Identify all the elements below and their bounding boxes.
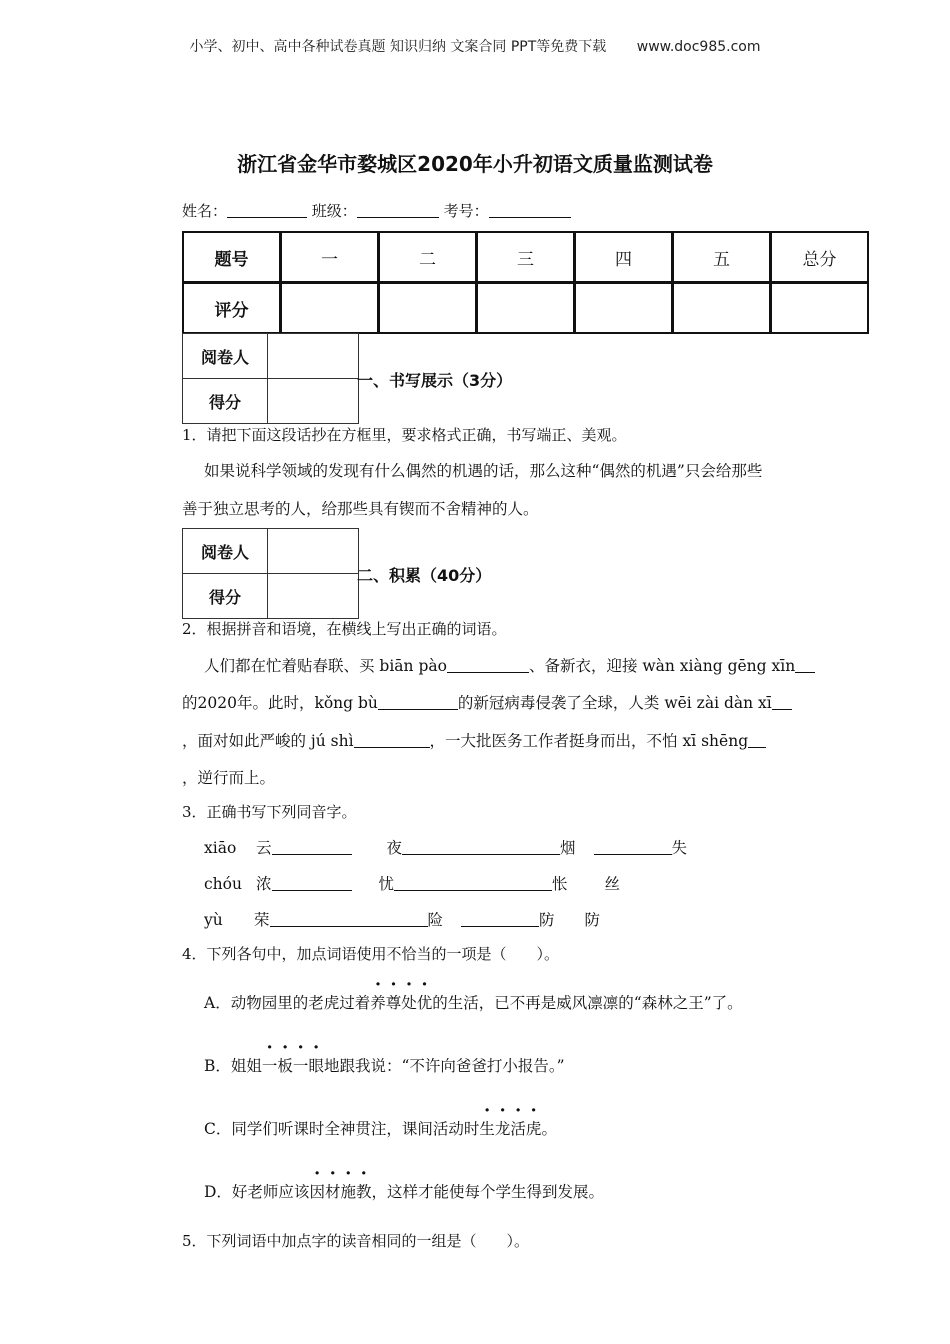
score-table: [182, 231, 869, 334]
char: 丝: [604, 875, 621, 893]
option-a[interactable]: [204, 991, 743, 1013]
exam-title: 浙江省金华市婺城区2020年小升初语文质量监测试卷: [237, 152, 713, 176]
answer-blank: [272, 875, 352, 891]
homophone-row-chou: [204, 872, 620, 894]
passage-line-1: 如果说科学领域的发现有什么偶然的机遇的话，那么这种“偶然的机遇”只会给那些: [204, 462, 763, 480]
answer-blank: [354, 732, 430, 748]
score-table-header-row: [183, 232, 869, 283]
score-cell: 四: [575, 232, 673, 283]
dotted-term: [262, 1054, 324, 1076]
student-info: [182, 200, 571, 221]
dotted-term: [479, 1117, 541, 1139]
answer-blank: [748, 732, 766, 748]
option-text: B．姐姐: [204, 1057, 262, 1075]
passage-line-2: 善于独立思考的人，给那些具有锲而不舍精神的人。: [182, 500, 539, 518]
question-2: 2．根据拼音和语境，在横线上写出正确的词语。: [182, 620, 507, 638]
answer-blank: [378, 694, 458, 710]
score-input-cell: [477, 283, 575, 334]
char: 云: [256, 839, 272, 857]
pinyin: chóu: [204, 875, 242, 893]
name-blank: [227, 203, 307, 218]
option-text: C．同学们听课时全神贯注，课间活动时: [204, 1120, 480, 1138]
dotted-text: 一板一眼: [261, 1057, 324, 1075]
reviewer-label: 阅卷人: [183, 529, 268, 574]
question-4: 4．下列各句中，加点词语使用不恰当的一项是（ ）。: [182, 945, 560, 963]
score-input-cell: [771, 283, 869, 334]
name-label: 姓名：: [182, 202, 228, 220]
score-cell: 三: [477, 232, 575, 283]
page-header: [0, 36, 950, 56]
score-input-cell: [673, 283, 771, 334]
q2-text: 的2020年。此时，kǒng bù: [182, 694, 378, 712]
answer-blank: [394, 875, 552, 891]
q2-line-3: [182, 729, 766, 751]
option-text: 的生活，已不再是威风凛凛的“森林之王”了。: [432, 994, 743, 1012]
score-input-cell: [281, 283, 379, 334]
dotted-text: 因材施教: [309, 1183, 372, 1201]
homophone-row-yu: [204, 908, 600, 930]
header-text: 小学、初中、高中各种试卷真题 知识归纳 文案合同 PPT等免费下载: [189, 39, 607, 55]
homophone-row-xiao: [204, 836, 687, 858]
score-cell: [268, 574, 359, 619]
char: 烟: [560, 839, 576, 857]
option-text: 。: [541, 1120, 557, 1138]
grader-table-2: [182, 528, 359, 619]
score-cell: 总分: [771, 232, 869, 283]
pinyin: xiāo: [204, 839, 237, 857]
score-cell: 五: [673, 232, 771, 283]
q2-text: ，一大批医务工作者挺身而出，不怕 xī shēng: [429, 732, 749, 750]
option-text: D．好老师应该: [204, 1183, 310, 1201]
dotted-term: [309, 1180, 371, 1202]
reviewer-label: 阅卷人: [183, 334, 268, 379]
answer-blank: [270, 911, 428, 927]
score-label: 得分: [183, 379, 268, 424]
char: 防: [539, 911, 555, 929]
char: 怅: [552, 875, 568, 893]
score-row-label: 评分: [183, 283, 281, 334]
question-3: 3．正确书写下列同音字。: [182, 803, 357, 821]
q2-line-4: ，逆行而上。: [182, 769, 276, 787]
question-5: 5．下列词语中加点字的读音相同的一组是（ ）。: [182, 1232, 530, 1250]
dotted-term: [370, 991, 432, 1013]
dotted-text: 生龙活虎: [479, 1120, 542, 1138]
q2-text: 的新冠病毒侵袭了全球，人类 wēi zài dàn xī: [457, 694, 772, 712]
char: 浓: [256, 875, 272, 893]
option-text: 地跟我说：“不许向爸爸打小报告。”: [323, 1057, 565, 1075]
option-text: A．动物园里的老虎过着: [204, 994, 371, 1012]
option-text: ，这样才能使每个学生得到发展。: [371, 1183, 605, 1201]
char: 防: [584, 911, 601, 929]
char: 失: [671, 839, 688, 857]
q2-text: ，面对如此严峻的 jú shì: [182, 732, 354, 750]
option-d[interactable]: [204, 1180, 604, 1202]
option-b[interactable]: [204, 1054, 565, 1076]
grader-table-1: [182, 333, 359, 424]
score-cell: 题号: [183, 232, 281, 283]
score-table-score-row: [183, 283, 869, 334]
answer-blank: [772, 694, 792, 710]
char: 忧: [378, 875, 395, 893]
score-label: 得分: [183, 574, 268, 619]
class-blank: [357, 203, 439, 218]
q2-line-1: [204, 654, 815, 676]
score-input-cell: [379, 283, 477, 334]
answer-blank: [594, 839, 672, 855]
pinyin: yù: [204, 911, 223, 929]
answer-blank: [402, 839, 560, 855]
score-cell: 二: [379, 232, 477, 283]
score-input-cell: [575, 283, 673, 334]
class-label: 班级：: [311, 202, 357, 220]
answer-blank: [447, 657, 529, 673]
answer-blank: [461, 911, 539, 927]
dotted-text: 养尊处优: [370, 994, 433, 1012]
header-site[interactable]: www.doc985.com: [636, 39, 761, 55]
score-cell: 一: [281, 232, 379, 283]
answer-blank: [795, 657, 815, 673]
section-1-title: 一、书写展示（3分）: [357, 371, 513, 390]
answer-blank: [272, 839, 352, 855]
reviewer-cell: [268, 334, 359, 379]
section-2-title: 二、积累（40分）: [357, 566, 492, 585]
q2-text: 人们都在忙着贴春联、买 biān pào: [204, 657, 447, 675]
char: 险: [427, 911, 444, 929]
q2-line-2: [182, 691, 792, 713]
score-cell: [268, 379, 359, 424]
reviewer-cell: [268, 529, 359, 574]
question-1: 1．请把下面这段话抄在方框里，要求格式正确，书写端正、美观。: [182, 426, 627, 444]
char: 荣: [254, 911, 270, 929]
id-label: 考号：: [443, 202, 489, 220]
q2-text: 、备新衣，迎接 wàn xiàng gēng xīn: [528, 657, 796, 675]
id-blank: [489, 203, 571, 218]
char: 夜: [386, 839, 403, 857]
option-c[interactable]: [204, 1117, 557, 1139]
